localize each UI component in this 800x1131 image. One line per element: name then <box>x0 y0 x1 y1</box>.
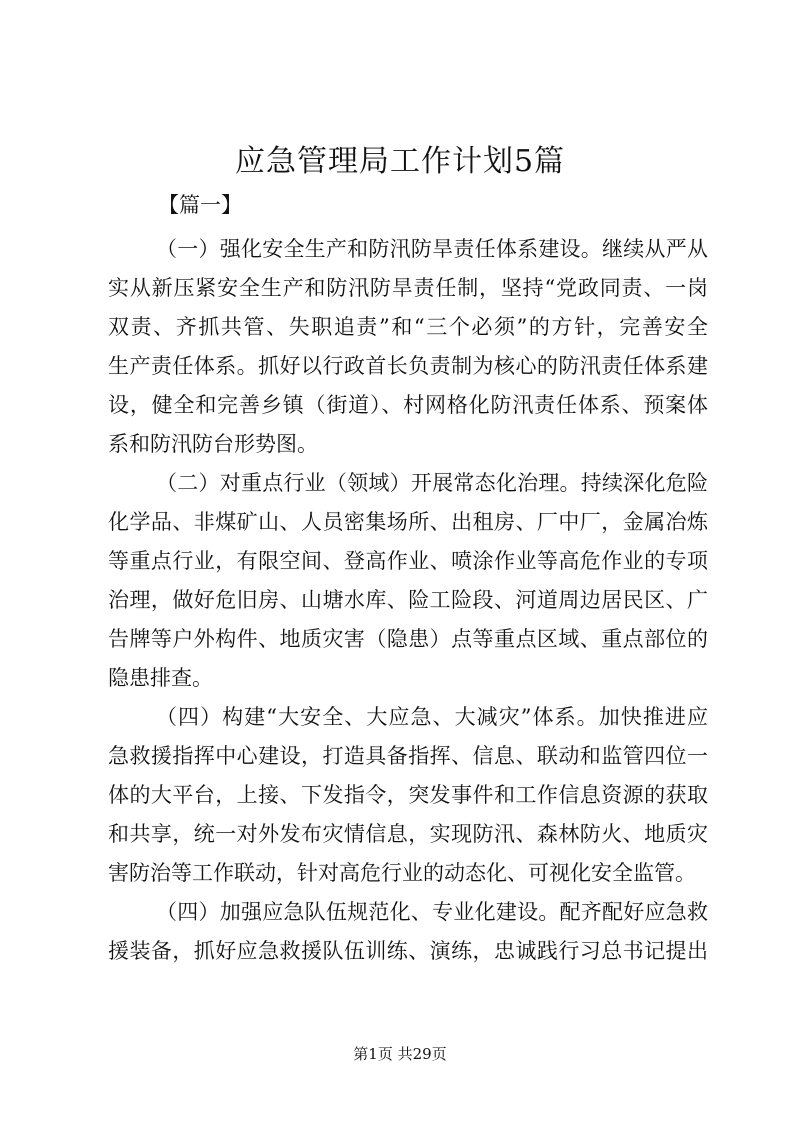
text-line: 治理，做好危旧房、山塘水库、险工险段、河道周边居民区、广 <box>108 588 708 612</box>
text-line: 援装备，抓好应急救援队伍训练、演练，忠诚践行习总书记提出 <box>108 939 708 963</box>
text-line: 设，健全和完善乡镇（街道）、村网格化防汛责任体系、预案体 <box>108 393 708 417</box>
text-line: 生产责任体系。抓好以行政首长负责制为核心的防汛责任体系建 <box>108 354 708 378</box>
text-line: 告牌等户外构件、地质灾害（隐患）点等重点区域、重点部位的 <box>108 627 708 651</box>
document-title: 应急管理局工作计划5篇 <box>234 144 566 179</box>
text-line: 急救援指挥中心建设，打造具备指挥、信息、联动和监管四位一 <box>108 744 708 768</box>
text-line: 双责、齐抓共管、失职追责”和“三个必须”的方针，完善安全 <box>108 315 708 339</box>
page-number: 第1页 共29页 <box>353 1045 447 1063</box>
text-line: （四）加强应急队伍规范化、专业化建设。配齐配好应急救 <box>156 900 708 924</box>
text-line: 害防治等工作联动，针对高危行业的动态化、可视化安全监管。 <box>108 861 696 885</box>
text-line: （一）强化安全生产和防汛防旱责任体系建设。继续从严从 <box>156 237 708 261</box>
text-line: 化学品、非煤矿山、人员密集场所、出租房、厂中厂，金属冶炼 <box>108 510 708 534</box>
text-line: 和共享，统一对外发布灾情信息，实现防汛、森林防火、地质灾 <box>108 822 708 846</box>
text-line: 等重点行业，有限空间、登高作业、喷涂作业等高危作业的专项 <box>108 549 708 573</box>
text-line: （二）对重点行业（领域）开展常态化治理。持续深化危险 <box>156 471 708 495</box>
body-text <box>108 230 708 971</box>
text-line: 实从新压紧安全生产和防汛防旱责任制，坚持“党政同责、一岗 <box>108 276 708 300</box>
text-line: 系和防汛防台形势图。 <box>108 432 318 456</box>
text-line: 隐患排查。 <box>108 666 213 690</box>
section-label: 【篇一】 <box>158 193 242 217</box>
text-line: 体的大平台，上接、下发指令，突发事件和工作信息资源的获取 <box>108 783 708 807</box>
text-line: （四）构建“大安全、大应急、大减灾”体系。加快推进应 <box>156 705 708 729</box>
